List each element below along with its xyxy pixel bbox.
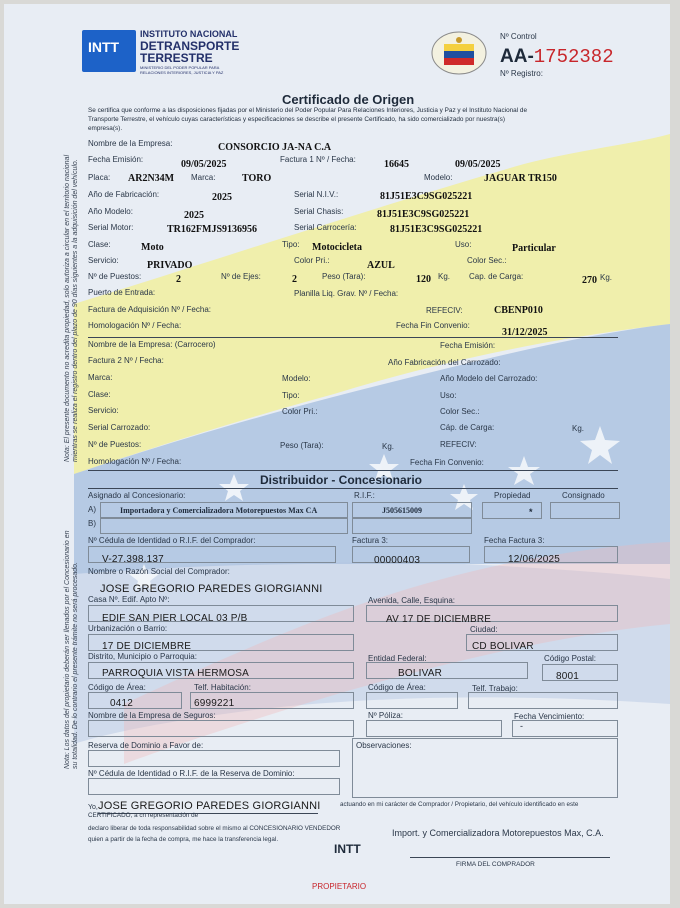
refeciv-value: CBENP010 <box>494 305 543 316</box>
firma-comprador-label: FIRMA DEL COMPRADOR <box>456 861 535 868</box>
planilla-label: Planilla Liq. Grav. Nº / Fecha: <box>294 289 399 298</box>
peso-value: 120 <box>416 274 431 285</box>
propiedad-field[interactable] <box>482 502 542 519</box>
razon-social-label: Nombre o Razón Social del Comprador: <box>88 567 230 576</box>
codigo-area2-field[interactable] <box>366 692 458 709</box>
actuando-text: actuando en mi carácter de Comprador / Propietario, del vehículo identificado en este <box>340 801 579 808</box>
entidad-label: Entidad Federal: <box>368 654 427 663</box>
codigo-area-field[interactable] <box>88 692 182 709</box>
consignado-label: Consignado <box>562 491 605 500</box>
propiedad-mark: * <box>529 507 533 517</box>
ano-modelo-label: Año Modelo: <box>88 207 133 216</box>
carrocero-peso-kg-label: Kg. <box>382 442 395 451</box>
intro-line-3: empresa(s). <box>88 125 123 132</box>
fecha-vencimiento-field[interactable] <box>512 720 618 737</box>
cedula-reserva-label: Nº Cédula de Identidad o R.I.F. de la Reserva de Dominio: <box>88 769 295 778</box>
marca-label: Marca: <box>191 173 216 182</box>
razon-social-value: JOSE GREGORIO PAREDES GIORGIANNI <box>100 583 323 595</box>
section2-divider <box>88 470 618 471</box>
concesionario-b-field[interactable] <box>100 517 348 534</box>
entidad-value: BOLIVAR <box>398 668 443 679</box>
registro-label: Nº Registro: <box>500 69 543 78</box>
section1-divider <box>88 337 618 338</box>
cap-carga-kg-label: Kg. <box>600 273 613 282</box>
clase-value: Moto <box>141 242 164 253</box>
codigo-postal-field[interactable] <box>542 664 618 681</box>
codigo-area2-label: Código de Área: <box>368 683 426 692</box>
factura-adquisicion-label: Factura de Adquisición Nº / Fecha: <box>88 305 211 314</box>
factura1-label: Factura 1 Nº / Fecha: <box>280 155 356 164</box>
carrocero-fecha-emision-label: Fecha Emisión: <box>440 341 496 350</box>
seguros-label: Nombre de la Empresa de Seguros: <box>88 711 216 720</box>
serial-niv-label: Serial N.I.V.: <box>294 190 339 199</box>
certificado-text: CERTIFICADO, a cn representación de <box>88 812 199 819</box>
ejes-value: 2 <box>292 274 297 285</box>
asignado-label: Asignado al Concesionario: <box>88 491 186 500</box>
carrocero-kg-label: Kg. <box>572 424 585 433</box>
page-title: Certificado de Origen <box>282 92 415 107</box>
observaciones-label: Observaciones: <box>356 741 412 750</box>
control-number-value: 1752382 <box>533 46 614 68</box>
uso-value: Particular <box>512 243 556 254</box>
distribuidor-underline <box>88 488 618 489</box>
serial-motor-value: TR162FMJS9136956 <box>167 224 257 235</box>
modelo-label: Modelo: <box>424 173 453 182</box>
codigo-postal-label: Código Postal: <box>544 654 597 663</box>
serial-motor-label: Serial Motor: <box>88 223 134 232</box>
propiedad-label: Propiedad <box>494 491 531 500</box>
servicio-value: PRIVADO <box>147 260 193 271</box>
factura2-label: Factura 2 Nº / Fecha: <box>88 356 164 365</box>
institute-name-1: INSTITUTO NACIONAL <box>140 29 238 39</box>
firma-line <box>410 857 610 858</box>
ano-modelo-carrozado-label: Año Modelo del Carrozado: <box>440 374 538 383</box>
partir-text: quien a partir de la fecha de compra, me hace la transferencia legal. <box>88 836 279 843</box>
institute-name-3: TERRESTRE <box>140 51 213 65</box>
importadora-text: Import. y Comercializadora Motorepuestos Max, C.A. <box>392 828 604 838</box>
institute-name-2: DETRANSPORTE <box>140 39 240 53</box>
tipo-value: Motocicleta <box>312 242 362 253</box>
codigo-postal-value: 8001 <box>556 671 580 682</box>
fecha-factura3-label: Fecha Factura 3: <box>484 536 545 545</box>
factura3-value: 00000403 <box>374 555 421 566</box>
distribuidor-heading: Distribuidor - Concesionario <box>260 473 423 487</box>
carrocero-tipo-label: Tipo: <box>282 391 300 400</box>
cedula-comprador-value: V-27.398.137 <box>102 554 164 565</box>
rif-b-field[interactable] <box>352 517 472 534</box>
carrocero-servicio-label: Servicio: <box>88 406 119 415</box>
refeciv-label: REFECIV: <box>426 306 463 315</box>
clase-label: Clase: <box>88 240 111 249</box>
serial-carrozado-label: Serial Carrozado: <box>88 423 151 432</box>
puestos-value: 2 <box>176 274 181 285</box>
cedula-comprador-label: Nº Cédula de Identidad o R.I.F. del Comprador: <box>88 536 256 545</box>
intro-line-2: Transporte Terrestre, el vehículo cuyas características y especificaciones se describe el presente Certificado, ha sido comercializado por nuestra(s) <box>88 116 505 123</box>
fecha-vencimiento-value: - <box>520 721 523 731</box>
distrito-value: PARROQUIA VISTA HERMOSA <box>102 668 250 679</box>
codigo-area-label: Código de Área: <box>88 683 146 692</box>
carrocero-empresa-label: Nombre de la Empresa: (Carrocero) <box>88 340 216 349</box>
fecha-factura3-value: 12/06/2025 <box>508 554 561 565</box>
carrocero-marca-label: Marca: <box>88 373 113 382</box>
control-label: Nº Control <box>500 32 537 41</box>
homologacion-label: Homologación Nº / Fecha: <box>88 321 182 330</box>
carrocero-peso-label: Peso (Tara): <box>280 441 324 450</box>
carrocero-homologacion-label: Homologación Nº / Fecha: <box>88 457 182 466</box>
serial-carroceria-label: Serial Carrocería: <box>294 223 357 232</box>
modelo-value: JAGUAR TR150 <box>484 173 557 184</box>
ano-fabricacion-label: Año de Fabricación: <box>88 190 160 199</box>
control-number <box>500 46 614 68</box>
placa-label: Placa: <box>88 173 111 182</box>
row-b-label: B) <box>88 519 96 528</box>
intt-logo <box>82 30 136 72</box>
ministry-small-2: RELACIONES INTERIORES, JUSTICIA Y PAZ <box>140 70 224 75</box>
carrocero-color-pri-label: Color Pri.: <box>282 407 318 416</box>
ano-fab-carrozado-label: Año Fabricación del Carrozado: <box>388 358 501 367</box>
puestos-label: Nº de Puestos: <box>88 272 142 281</box>
peso-label: Peso (Tara): <box>322 272 366 281</box>
carrocero-clase-label: Clase: <box>88 390 111 399</box>
telf-trabajo-label: Telf. Trabajo: <box>472 684 518 693</box>
color-pri-value: AZUL <box>367 260 395 271</box>
placa-value: AR2N34M <box>128 173 175 184</box>
servicio-label: Servicio: <box>88 256 119 265</box>
propietario-label: PROPIETARIO <box>312 882 367 891</box>
color-pri-label: Color Pri.: <box>294 256 330 265</box>
reserva-field[interactable] <box>88 750 340 767</box>
ano-modelo-value: 2025 <box>184 210 204 221</box>
casa-label: Casa Nº. Edif. Apto Nº: <box>88 595 170 604</box>
row-a-label: A) <box>88 505 96 514</box>
avenida-value: AV 17 DE DICIEMBRE <box>386 614 492 625</box>
ano-fabricacion-value: 2025 <box>212 192 232 203</box>
carrocero-puestos-label: Nº de Puestos: <box>88 440 142 449</box>
poliza-field[interactable] <box>366 720 502 737</box>
telf-habitacion-value: 6999221 <box>194 698 235 709</box>
fecha-emision-label: Fecha Emisión: <box>88 155 144 164</box>
control-prefix: AA- <box>500 46 534 67</box>
fecha-fin-label: Fecha Fin Convenio: <box>396 321 470 330</box>
ciudad-label: Ciudad: <box>470 625 498 634</box>
venezuela-seal-icon <box>430 30 488 76</box>
concesionario-value: Importadora y Comercializadora Motorepuestos Max CA <box>120 506 318 515</box>
serial-chasis-value: 81J51E3C9SG025221 <box>377 209 470 220</box>
color-sec-label: Color Sec.: <box>467 256 507 265</box>
ciudad-value: CD BOLIVAR <box>472 641 534 652</box>
carrocero-fecha-fin-label: Fecha Fin Convenio: <box>410 458 484 467</box>
entidad-field[interactable] <box>366 662 528 679</box>
consignado-field[interactable] <box>550 502 620 519</box>
avenida-label: Avenida, Calle, Esquina: <box>368 596 456 605</box>
empresa-value: CONSORCIO JA-NA C.A <box>218 142 332 153</box>
ejes-label: Nº de Ejes: <box>221 272 261 281</box>
rif-label: R.I.F.: <box>354 491 375 500</box>
carrocero-refeciv-label: REFECIV: <box>440 440 477 449</box>
intt-footer-text: INTT <box>334 842 361 856</box>
side-note-2a: Nota: Los datos del propietario deberán ser llenados por el Concesionario en <box>64 530 71 769</box>
fecha-fin-value: 31/12/2025 <box>502 327 548 338</box>
fecha-vencimiento-label: Fecha Vencimiento: <box>514 712 585 721</box>
uso-label: Uso: <box>455 240 472 249</box>
telf-habitacion-label: Telf. Habitación: <box>194 683 251 692</box>
reserva-label: Reserva de Dominio a Favor de: <box>88 741 204 750</box>
telf-trabajo-field[interactable] <box>468 692 618 709</box>
ministry-small-1: MINISTERIO DEL PODER POPULAR PARA <box>140 65 220 70</box>
rif-value: J505615009 <box>382 506 422 515</box>
certificate-page <box>4 4 670 904</box>
serial-niv-value: 81J51E3C9SG025221 <box>380 191 473 202</box>
factura1-date: 09/05/2025 <box>455 159 501 170</box>
side-note-1a: Nota: El presente documento no acredita propiedad, solo autoriza a circular en el territorio nacional <box>64 154 71 462</box>
fecha-emision-value: 09/05/2025 <box>181 159 227 170</box>
urbanizacion-value: 17 DE DICIEMBRE <box>102 641 192 652</box>
serial-carroceria-value: 81J51E3C9SG025221 <box>390 224 483 235</box>
carrocero-cap-carga-label: Cáp. de Carga: <box>440 423 495 432</box>
intro-line-1: Se certifica que conforme a las disposiciones fijadas por el Ministerio del Poder Popular Para Relaciones Interiores, Justicia y Paz y el Instituto Nacional de <box>88 107 528 114</box>
cap-carga-value: 270 <box>582 275 597 286</box>
yo-value: JOSE GREGORIO PAREDES GIORGIANNI <box>98 800 321 812</box>
carrocero-modelo-label: Modelo: <box>282 374 311 383</box>
distrito-label: Distrito, Municipio o Parroquia: <box>88 652 197 661</box>
puerto-label: Puerto de Entrada: <box>88 288 156 297</box>
serial-chasis-label: Serial Chasis: <box>294 207 344 216</box>
marca-value: TORO <box>242 173 272 184</box>
side-note-1b: mientras se realiza el registro dentro del plazo de 90 días siguientes a la adquisición del vehículo. <box>72 159 79 462</box>
cedula-reserva-field[interactable] <box>88 778 340 795</box>
seguros-field[interactable] <box>88 720 354 737</box>
liberar-text: declaro liberar de toda responsabilidad sobre el mismo al CONCESIONARIO VENDEDOR <box>88 825 341 832</box>
intt-logo-text: INTT <box>88 39 120 55</box>
yo-label: Yo, <box>88 804 98 811</box>
observaciones-field[interactable] <box>352 738 618 798</box>
cap-carga-label: Cap. de Carga: <box>469 272 524 281</box>
empresa-label: Nombre de la Empresa: <box>88 139 173 148</box>
urbanizacion-label: Urbanización o Barrio: <box>88 624 168 633</box>
factura1-number: 16645 <box>384 159 409 170</box>
carrocero-uso-label: Uso: <box>440 391 457 400</box>
side-note-2b: su totalidad. De lo contrario el presente trámite no será procesado. <box>72 561 79 769</box>
carrocero-color-sec-label: Color Sec.: <box>440 407 480 416</box>
factura3-label: Factura 3: <box>352 536 389 545</box>
poliza-label: Nº Póliza: <box>368 711 403 720</box>
peso-kg-label: Kg. <box>438 272 451 281</box>
tipo-label: Tipo: <box>282 240 300 249</box>
casa-value: EDIF SAN PIER LOCAL 03 P/B <box>102 613 248 624</box>
codigo-area-value: 0412 <box>110 698 134 709</box>
